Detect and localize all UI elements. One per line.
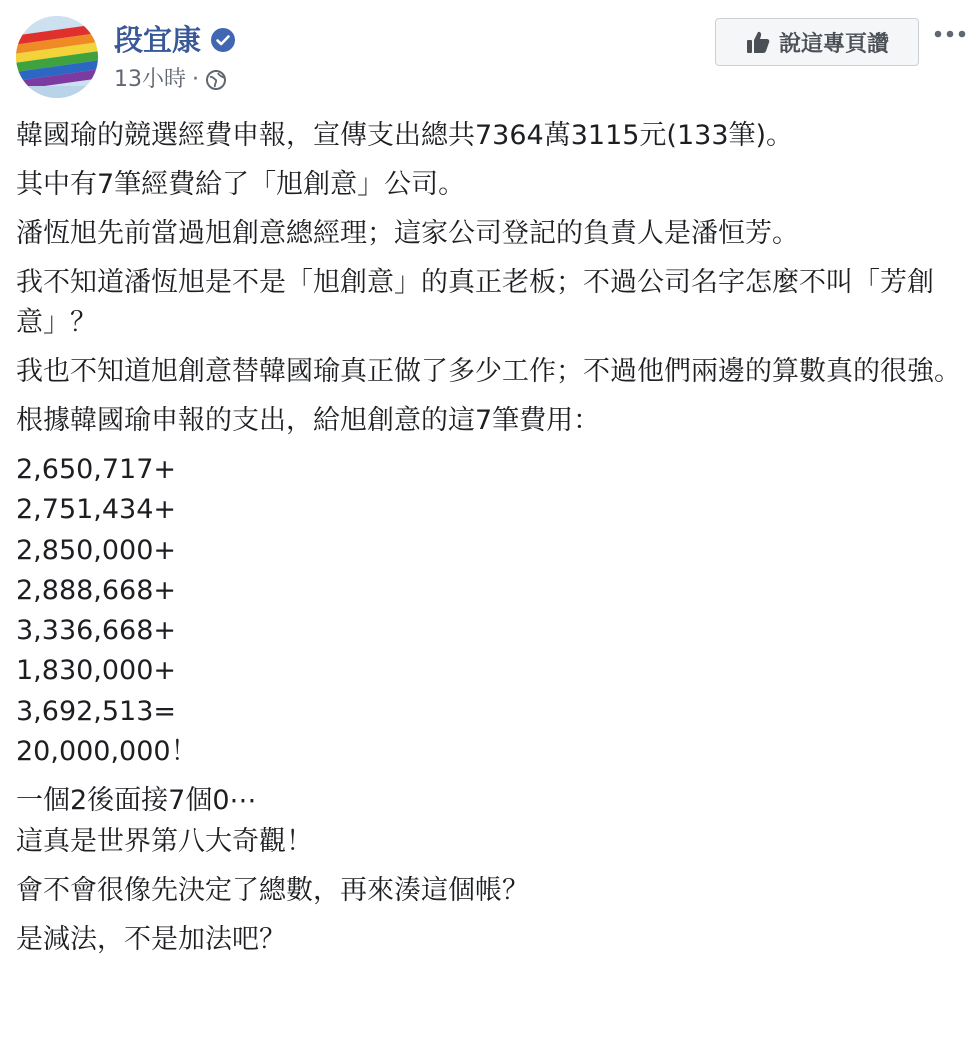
post-content [16,116,961,969]
like-page-label: 說這專頁讚 [778,31,889,57]
globe-icon[interactable] [205,69,227,91]
expense-amount: 3,336,668+ [16,615,177,647]
expense-amount: 3,692,513= [16,695,177,727]
post-paragraph: 我不知道潘恆旭是不是「旭創意」的真正老板；不過公司名字怎麼不叫「芳創意」？ [16,267,934,338]
expense-amount: 2,650,717+ [16,454,177,485]
post-paragraph: 是減法，不是加法吧？ [16,923,286,955]
like-page-button[interactable] [715,18,919,66]
post-meta [114,66,227,94]
expense-amount: 2,751,434+ [16,494,177,526]
post-paragraph: 我也不知道旭創意替韓國瑜真正做了多少工作；不過他們兩邊的算數真的很強。 [16,356,961,387]
thumbs-up-icon [745,29,771,55]
closing-lines [16,781,961,862]
more-options-icon[interactable] [932,24,968,44]
meta-separator: · [192,67,199,92]
verified-badge-icon [210,27,236,53]
author-name[interactable]: 段宜康 [114,23,202,57]
expense-amount: 1,830,000+ [16,655,177,687]
post-paragraph: 其中有7筆經費給了「旭創意」公司。 [16,169,466,200]
post-timestamp[interactable]: 13小時 [114,67,186,92]
expense-total: 20,000,000！ [16,736,198,768]
closing-line: 一個2後面接7個0⋯ [16,785,257,817]
post-paragraph: 根據韓國瑜申報的支出，給旭創意的這7筆費用： [16,405,601,436]
post-paragraph: 韓國瑜的競選經費申報，宣傳支出總共7364萬3115元(133筆)。 [16,120,794,151]
avatar[interactable] [16,16,98,98]
expense-amount: 2,850,000+ [16,534,177,566]
expense-list [16,450,961,772]
rainbow-flag-image [16,16,98,98]
post-paragraph: 會不會很像先決定了總數，再來湊這個帳？ [16,874,529,906]
closing-line: 這真是世界第八大奇觀！ [16,825,313,857]
post-paragraph: 潘恆旭先前當過旭創意總經理；這家公司登記的負責人是潘恒芳。 [16,218,799,249]
expense-amount: 2,888,668+ [16,574,177,606]
